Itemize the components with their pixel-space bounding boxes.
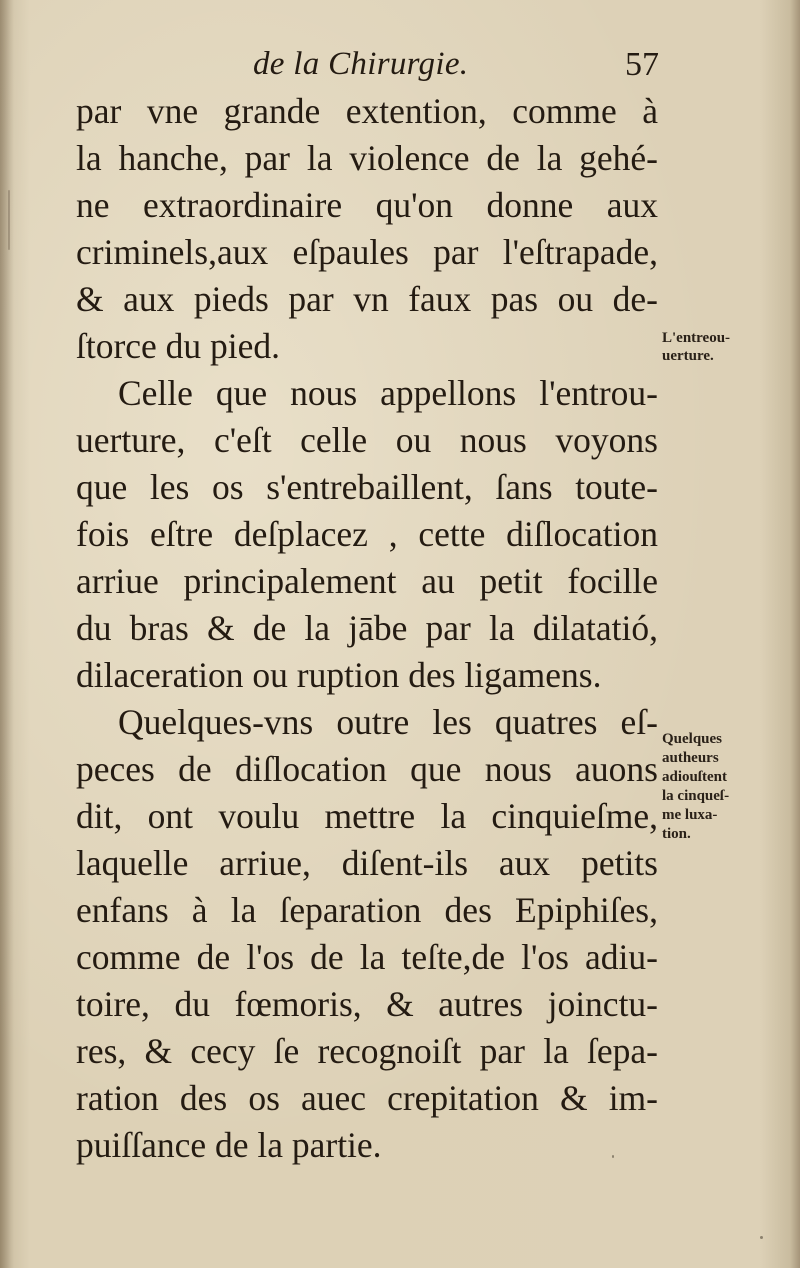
margin-note-line: Quelques xyxy=(662,731,723,747)
margin-note-line: tion. xyxy=(662,826,691,842)
text-line: res, & cecy ſe recognoiſt par la ſepa- xyxy=(76,1031,658,1071)
text-line: la hanche, par la violence de la gehé- xyxy=(76,138,658,178)
text-line: ne extraordinaire qu'on donne aux xyxy=(76,185,658,225)
page-number: 57 xyxy=(625,46,659,83)
margin-note-line: autheurs xyxy=(662,750,719,766)
text-line: enfans à la ſeparation des Epiphiſes, xyxy=(76,890,658,930)
text-line: puiſſance de la partie. xyxy=(76,1125,382,1165)
text-line: par vne grande extention, comme à xyxy=(76,91,658,131)
text-line: dilaceration ou ruption des ligamens. xyxy=(76,655,602,695)
text-line: laquelle arriue, diſent-ils aux petits xyxy=(76,843,658,883)
paper-speck xyxy=(612,1155,614,1158)
text-line: arriue principalement au petit focille xyxy=(76,561,658,601)
text-line: uerture, c'eſt celle ou nous voyons xyxy=(76,420,658,460)
text-line: ration des os auec crepitation & im- xyxy=(76,1078,658,1118)
text-line: que les os s'entrebaillent, ſans toute- xyxy=(76,467,658,507)
margin-note-line: adiouſtent xyxy=(662,769,728,785)
text-line: criminels,aux eſpaules par l'eſtrapade, xyxy=(76,232,658,272)
margin-note-line: L'entreou- xyxy=(662,330,731,346)
paper-speck xyxy=(8,190,10,250)
text-line: comme de l'os de la teſte,de l'os adiu- xyxy=(76,937,658,977)
text-line: toire, du fœmoris, & autres joinctu- xyxy=(76,984,658,1024)
margin-note-line: me luxa- xyxy=(662,807,718,823)
text-line: dit, ont voulu mettre la cinquieſme, xyxy=(76,796,658,836)
text-line: Celle que nous appellons l'entrou- xyxy=(118,373,658,413)
text-line: du bras & de la jābe par la dilatatió, xyxy=(76,608,658,648)
text-line: ſtorce du pied. xyxy=(76,326,281,366)
text-line: peces de diſlocation que nous auons xyxy=(76,749,658,789)
margin-note-entreouverture xyxy=(662,329,730,365)
running-title: de la Chirurgie. xyxy=(253,46,469,82)
text-line: fois eſtre deſplacez , cette diſlocation xyxy=(76,514,658,554)
paper-speck xyxy=(760,1236,763,1239)
margin-note-cinquiesme-luxation xyxy=(662,730,729,844)
margin-note-line: la cinqueſ- xyxy=(662,788,730,804)
paper-speck xyxy=(641,1103,644,1106)
body-text xyxy=(76,88,658,1169)
margin-note-line: uerture. xyxy=(662,348,714,364)
text-line: Quelques-vns outre les quatres eſ- xyxy=(118,702,658,742)
text-line: & aux pieds par vn faux pas ou de- xyxy=(76,279,658,319)
gutter-shadow xyxy=(0,0,14,1268)
